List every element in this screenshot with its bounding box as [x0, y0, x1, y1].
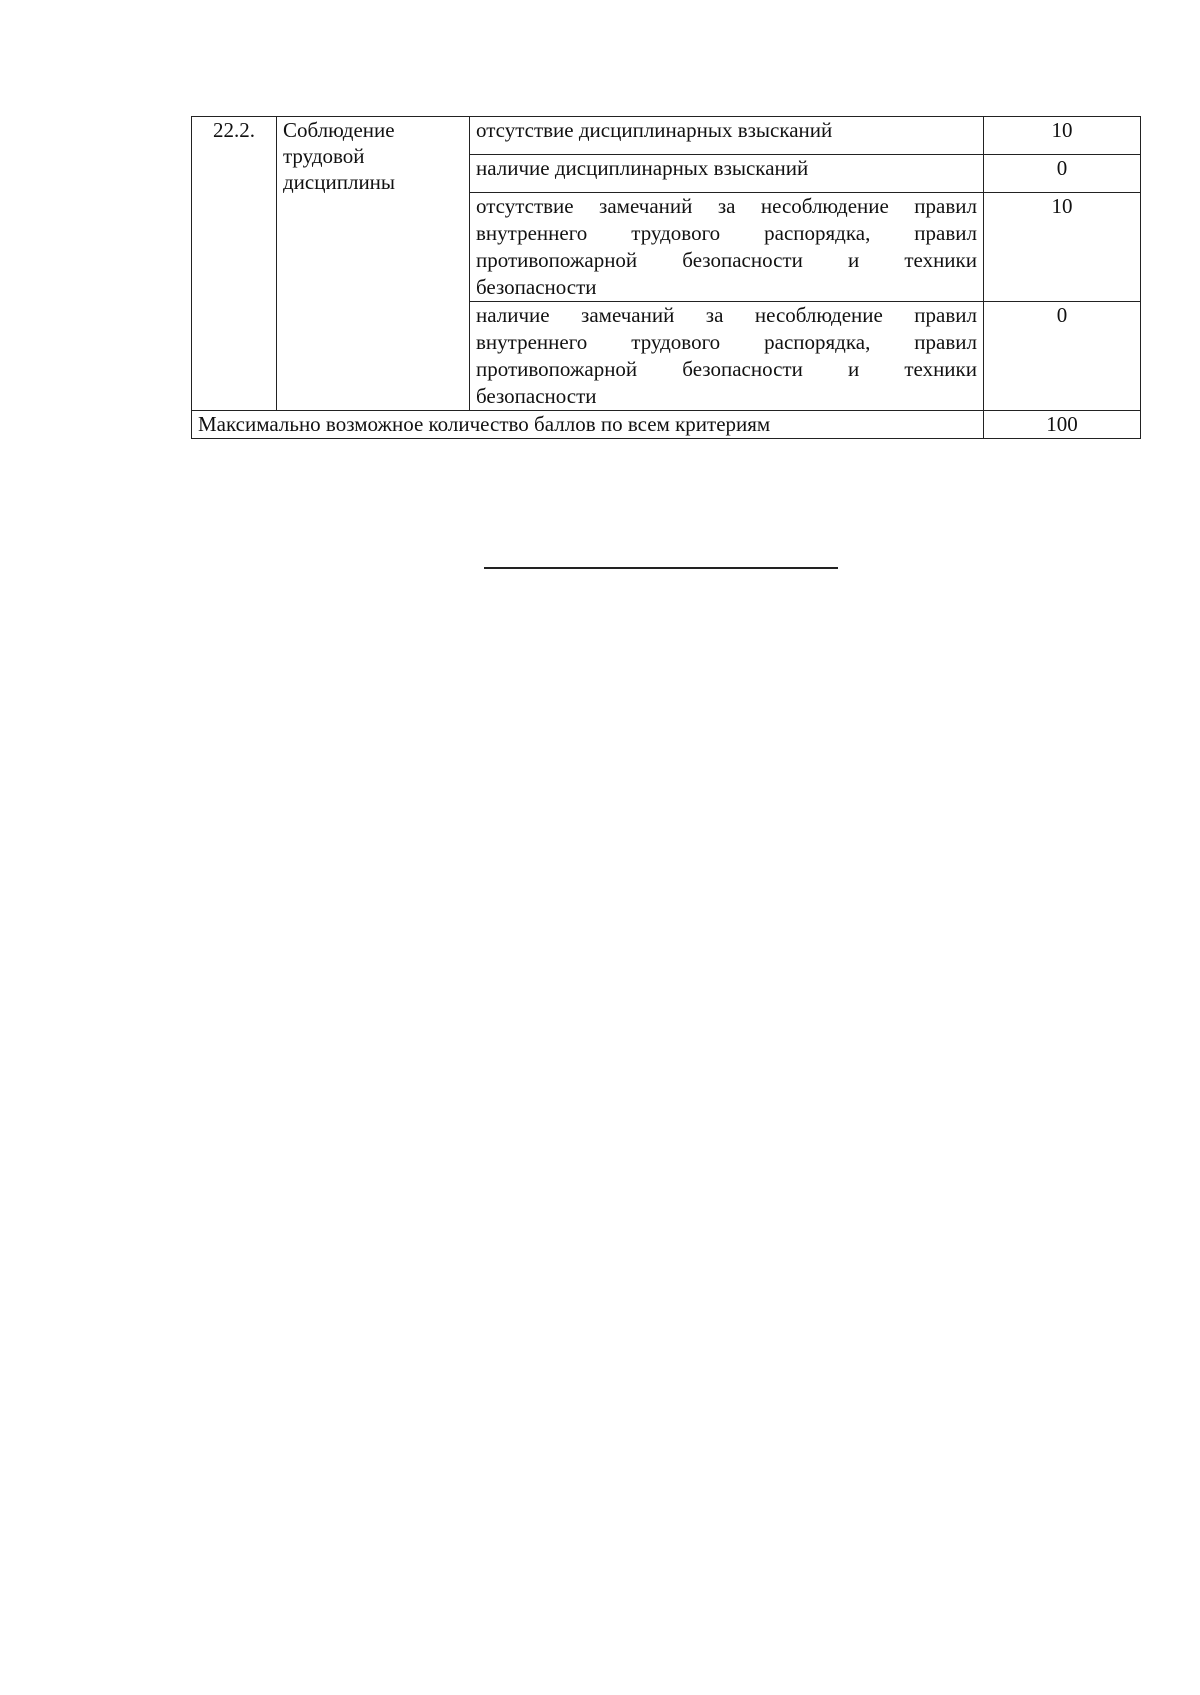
condition-cell: отсутствие замечаний за несоблюдение правил внутреннего трудового распорядка, правил противопожарной безопасности и техники безопасности: [470, 193, 984, 302]
section-name: Соблюдение трудовой дисциплины: [277, 117, 470, 411]
total-label: Максимально возможное количество баллов по всем критериям: [192, 411, 984, 439]
condition-cell: наличие замечаний за несоблюдение правил внутреннего трудового распорядка, правил противопожарной безопасности и техники безопасности: [470, 302, 984, 411]
score-cell: 10: [984, 117, 1141, 155]
table-row: [192, 117, 1141, 155]
end-separator-line: [484, 567, 838, 569]
criteria-table: [191, 116, 1141, 439]
score-cell: 0: [984, 302, 1141, 411]
score-cell: 10: [984, 193, 1141, 302]
total-value: 100: [984, 411, 1141, 439]
score-cell: 0: [984, 155, 1141, 193]
total-row: [192, 411, 1141, 439]
condition-cell: отсутствие дисциплинарных взысканий: [470, 117, 984, 155]
condition-cell: наличие дисциплинарных взысканий: [470, 155, 984, 193]
section-number: 22.2.: [192, 117, 277, 411]
